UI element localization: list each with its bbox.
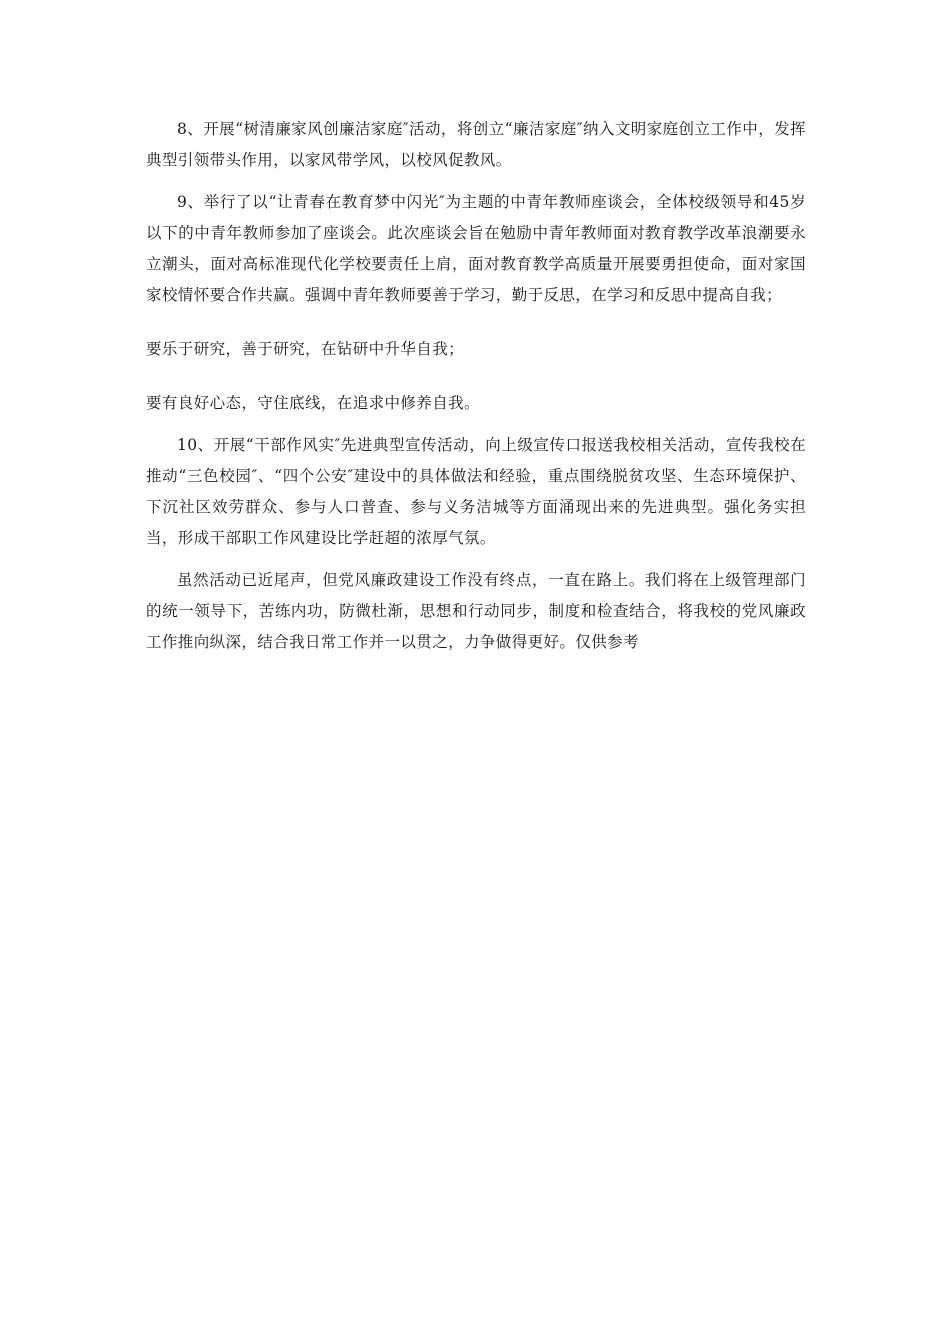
paragraph-item-10: 10、开展“干部作风实″先进典型宣传活动，向上级宣传口报送我校相关活动，宣传我校在推动“三色校园″、“四个公安″建设中的具体做法和经验，重点围绕脱贫攻坚、生态环境保护、下沉社区效劳群众、参与人口普查、参与义务洁城等方面涌现出来的先进典型。强化务实担当，形成干部职工作风建设比学赶超的浓厚气氛。 <box>146 436 806 547</box>
document-body <box>146 114 806 658</box>
paragraph-closing: 虽然活动已近尾声，但党风廉政建设工作没有终点，一直在路上。我们将在上级管理部门的统一领导下，苦练内功，防微杜渐，思想和行动同步，制度和检查结合，将我校的党风廉政工作推向纵深，结合我日常工作并一以贯之，力争做得更好。仅供参考 <box>146 571 806 651</box>
paragraph-item-9: 9、举行了以“让青春在教育梦中闪光″为主题的中青年教师座谈会，全体校级领导和45岁以下的中青年教师参加了座谈会。此次座谈会旨在勉励中青年教师面对教育教学改革浪潮要永立潮头，面对高标准现代化学校要责任上肩，面对教育教学高质量开展要勇担使命，面对家国家校情怀要合作共赢。强调中青年教师要善于学习，勤于反思，在学习和反思中提高自我； <box>146 193 806 304</box>
paragraph-research: 要乐于研究，善于研究，在钻研中升华自我； <box>146 340 465 358</box>
paragraph-item-8: 8、开展“树清廉家风创廉洁家庭″活动，将创立“廉洁家庭″纳入文明家庭创立工作中，发挥典型引领带头作用，以家风带学风，以校风促教风。 <box>146 120 806 169</box>
paragraph-mindset: 要有良好心态，守住底线，在追求中修养自我。 <box>146 394 480 412</box>
